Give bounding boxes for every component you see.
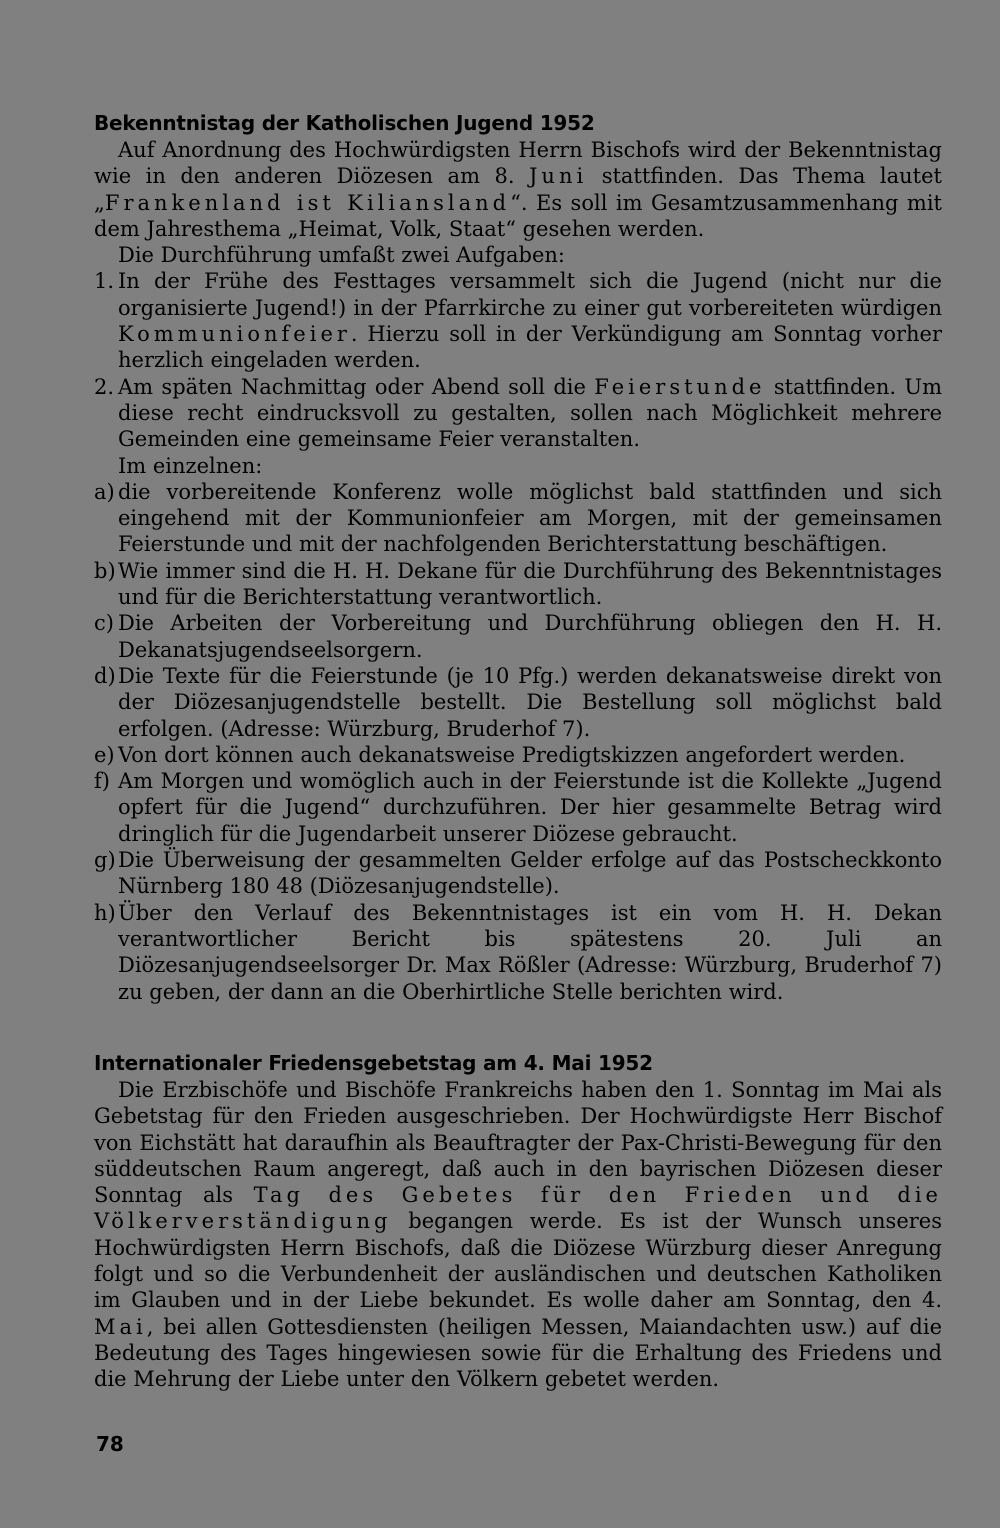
list-marker: 1. bbox=[94, 269, 115, 294]
detail-item-b bbox=[94, 558, 942, 611]
list-marker: d) bbox=[94, 663, 116, 688]
detail-text: die vorbereitende Konferenz wolle möglichst bald stattfinden und sich eingehend mit der Kommunionfeier am Morgen, mit der gemeinsamen Feierstunde und mit der nachfolgenden Berichterstattung beschäftigen. bbox=[118, 479, 942, 557]
section-title: Bekenntnistag der Katholischen Jugend 1952 bbox=[94, 111, 595, 135]
page-number: 78 bbox=[96, 1432, 124, 1456]
task-text-b: stattfinden. Um diese recht eindrucksvoll zu gestalten, sollen nach Möglichkeit mehrere Gemeinden eine gemeinsame Feier veranstalten. bbox=[118, 374, 942, 452]
theme-spaced: Frankenland ist Kiliansland bbox=[104, 190, 511, 215]
detail-item-a bbox=[94, 479, 942, 558]
details-intro: Im einzelnen: bbox=[118, 453, 263, 478]
paragraph-spaced-a: Tag des Gebetes für den Frieden und die Völkerverständigung bbox=[94, 1183, 942, 1234]
detail-item-h bbox=[94, 900, 942, 1005]
section-title: Internationaler Friedensgebetstag am 4. Mai 1952 bbox=[94, 1051, 653, 1075]
list-marker: g) bbox=[94, 848, 116, 873]
detail-text: Die Texte für die Feierstunde (je 10 Pfg.) werden dekanatsweise direkt von der Diözesanjugendstelle bestellt. Die Bestellung soll möglichst bald erfolgen. (Adresse: Würzburg, Bruderhof 7). bbox=[118, 663, 942, 741]
task-text-a: Am späten Nachmittag oder Abend soll die bbox=[118, 374, 595, 399]
detail-text: Am Morgen und womöglich auch in der Feierstunde ist die Kollekte „Jugend opfert für die Jugend“ durchzuführen. Der hier gesammelte Betrag wird dringlich für die Jugendarbeit unserer Diözese gebraucht. bbox=[118, 769, 942, 846]
task-item-2 bbox=[94, 374, 942, 453]
task-spaced-term: Feierstunde bbox=[594, 374, 766, 399]
intro-text-c: “. Es soll im Gesamtzusammenhang mit dem Jahresthema „Heimat, Volk, Staat“ gesehen werden. bbox=[94, 190, 942, 241]
task-text bbox=[118, 374, 942, 453]
task-item-1 bbox=[94, 268, 942, 373]
intro-paragraph bbox=[94, 137, 942, 242]
task-text bbox=[118, 268, 942, 373]
intro-text-a: Auf Anordnung des Hochwürdigsten Herrn Bischofs wird der Bekenntnistag wie in den anderen Diözesen am 8. bbox=[94, 138, 942, 189]
list-marker: h) bbox=[94, 900, 116, 925]
paragraph-text-b: begangen werde. Es ist der Wunsch unseres Hochwürdigsten Herrn Bischofs, daß die Diözese Würzburg dieser Anregung folgt und so die Verbundenheit der ausländischen und deutschen Katholiken im Glauben und in der Liebe bekundet. Es wolle daher am Sonntag, den 4. bbox=[94, 1209, 942, 1313]
detail-item-g bbox=[94, 847, 942, 900]
section-paragraph bbox=[94, 1077, 942, 1393]
list-marker: e) bbox=[94, 742, 115, 767]
list-marker: b) bbox=[94, 558, 116, 583]
section-bekenntnistag bbox=[94, 110, 942, 1005]
intro-date-spaced: Juni bbox=[529, 164, 588, 189]
detail-text: Die Überweisung der gesammelten Gelder erfolge auf das Postscheckkonto Nürnberg 180 48 (Diözesanjugendstelle). bbox=[118, 848, 942, 899]
list-marker: f) bbox=[94, 769, 110, 794]
list-marker: 2. bbox=[94, 374, 115, 399]
detail-text: Die Arbeiten der Vorbereitung und Durchführung obliegen den H. H. Dekanatsjugendseelsorgern. bbox=[118, 611, 942, 662]
detail-text: Von dort können auch dekanatsweise Predigtskizzen angefordert werden. bbox=[118, 742, 906, 767]
detail-item-d bbox=[94, 663, 942, 742]
list-marker: a) bbox=[94, 479, 115, 504]
detail-item-c bbox=[94, 610, 942, 663]
task-text-b: . Hierzu soll in der Verkündigung am Sonntag vorher herzlich eingeladen werden. bbox=[118, 322, 942, 373]
tasks-intro: Die Durchführung umfaßt zwei Aufgaben: bbox=[118, 243, 565, 268]
intro-text-b: stattfinden. Das Thema lautet „ bbox=[94, 164, 942, 215]
detail-text: Über den Verlauf des Bekenntnistages ist ein vom H. H. Dekan verantwortlicher Bericht bis spätestens 20. Juli an Diözesanjugendseelsorger Dr. Max Rößler (Adresse: Würzburg, Bruderhof 7) zu geben, der dann an die Oberhirtliche Stelle berichten wird. bbox=[118, 900, 942, 1004]
detail-item-f bbox=[94, 768, 942, 847]
detail-text: Wie immer sind die H. H. Dekane für die Durchführung des Bekenntnistages und für die Berichterstattung verantwortlich. bbox=[118, 558, 942, 610]
list-marker: c) bbox=[94, 611, 114, 636]
paragraph-text-a: Die Erzbischöfe und Bischöfe Frankreichs haben den 1. Sonntag im Mai als Gebetstag für den Frieden ausgeschrieben. Der Hochwürdigste Herr Bischof von Eichstätt hat daraufhin als Beauftragter der Pax-Christi-Bewegung für den süddeutschen Raum angeregt, daß auch in den bayrischen Diözesen dieser Sonntag als bbox=[94, 1078, 942, 1208]
paragraph-text-c: , bei allen Gottesdiensten (heiligen Messen, Maiandachten usw.) auf die Bedeutung des Tages hingewiesen sowie für die Erhaltung des Friedens und die Mehrung der Liebe unter den Völkern gebetet werden. bbox=[94, 1314, 942, 1392]
paragraph-spaced-b: Mai bbox=[94, 1314, 147, 1339]
detail-item-e bbox=[94, 742, 942, 768]
task-text-a: In der Frühe des Festtages versammelt sich die Jugend (nicht nur die organisierte Jugend!) in der Pfarrkirche zu einer gut vorbereiteten würdigen bbox=[118, 269, 942, 320]
section-friedensgebetstag bbox=[94, 1050, 942, 1393]
task-spaced-term: Kommunionfeier bbox=[118, 322, 351, 347]
